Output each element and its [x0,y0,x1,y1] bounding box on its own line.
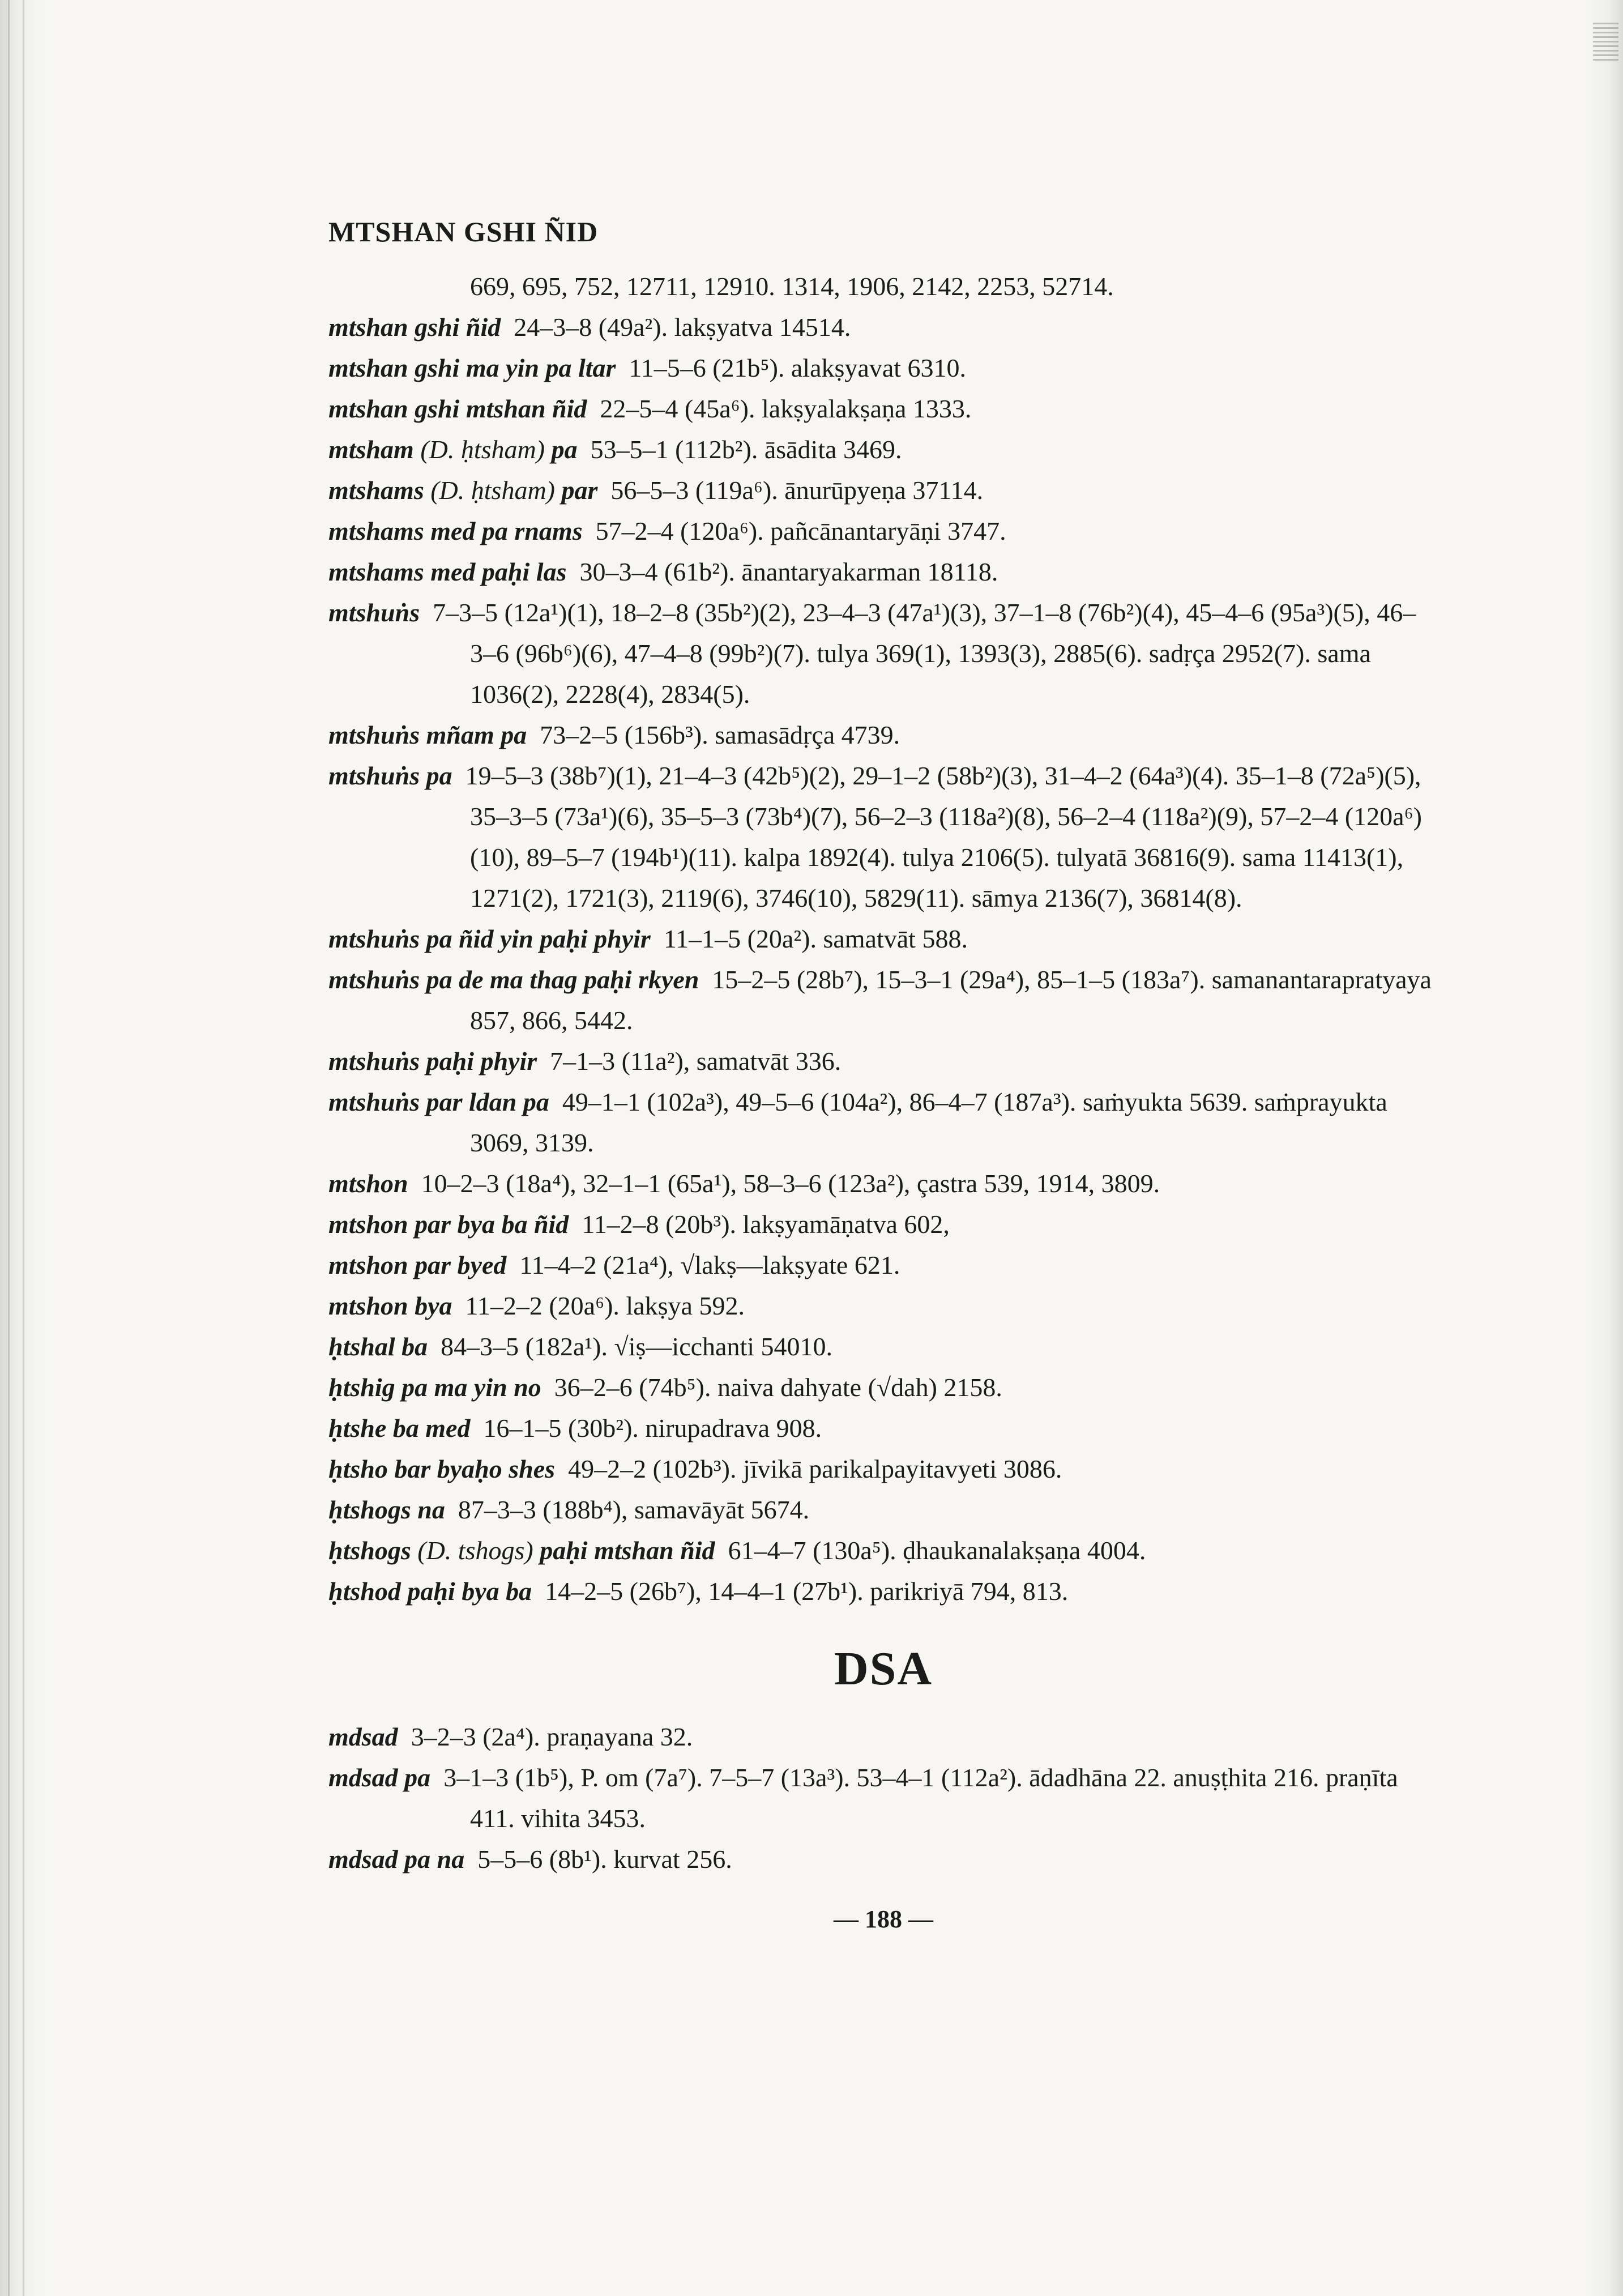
headword-suffix: par [561,476,598,505]
entry-text: 49–1–1 (102a³), 49–5–6 (104a²), 86–4–7 (187a³). saṁyukta 5639. saṁprayukta 3069, 3139. [470,1087,1387,1157]
scan-streak [23,0,24,2296]
dictionary-entry [328,1839,1438,1880]
dictionary-entry [328,1757,1438,1839]
entry-text: 16–1–5 (30b²). nirupadrava 908. [483,1414,822,1443]
dictionary-entry [328,1367,1438,1408]
entry-text: 22–5–4 (45a⁶). lakṣyalakṣaṇa 1333. [600,394,972,423]
dictionary-entry [328,1408,1438,1449]
entry-text: 84–3–5 (182a¹). √iṣ—icchanti 54010. [441,1332,833,1361]
entry-text: 57–2–4 (120a⁶). pañcānantaryāṇi 3747. [595,517,1006,545]
headword: ḥtshod paḥi bya ba [328,1577,532,1606]
headword: mtshan gshi ñid [328,313,501,342]
dictionary-entry [328,1163,1438,1204]
dictionary-entry [328,1204,1438,1245]
running-head: MTSHAN GSHI ÑID [328,216,599,247]
dictionary-entry [328,389,1438,429]
dictionary-entry [328,470,1438,511]
headword: ḥtshig pa ma yin no [328,1373,541,1402]
headword-suffix: paḥi mtshan ñid [540,1536,715,1565]
dictionary-entry [328,552,1438,592]
headword: mdsad [328,1722,398,1751]
headword: mtshuṅs [328,598,420,627]
headword: mtshon par bya ba ñid [328,1210,569,1239]
headword: mtshams med paḥi las [328,557,567,586]
dictionary-entry [328,1245,1438,1286]
dsa-entries-list [328,1717,1438,1880]
headword: mtshuṅs paḥi phyir [328,1047,537,1076]
dictionary-entry [328,1449,1438,1490]
dictionary-entry [328,348,1438,389]
entry-text: 73–2–5 (156b³). samasādṛça 4739. [540,720,900,749]
entry-text: 14–2–5 (26b⁷), 14–4–1 (27b¹). parikriyā 794, 813. [545,1577,1069,1606]
headword: mtshon bya [328,1291,452,1320]
headword: ḥtshal ba [328,1332,428,1361]
headword: mtshuṅs pa [328,761,452,790]
dictionary-entry [328,1530,1438,1571]
headword: ḥtshe ba med [328,1414,471,1443]
dictionary-entry [328,511,1438,552]
headword: mdsad pa [328,1763,431,1792]
headword: mtshon par byed [328,1251,507,1279]
section-title: DSA [834,1642,933,1695]
entry-text: 11–5–6 (21b⁵). alakṣyavat 6310. [629,353,967,382]
entry-text: 61–4–7 (130a⁵). ḍhaukanalakṣaṇa 4004. [728,1536,1146,1565]
dictionary-entry [328,756,1438,919]
entry-text: 5–5–6 (8b¹). kurvat 256. [477,1845,732,1873]
entry-text: 19–5–3 (38b⁷)(1), 21–4–3 (42b⁵)(2), 29–1–2 (58b²)(3), 31–4–2 (64a³)(4). 35–1–8 (72a⁵)(5), 35–3–5 (73a¹)(6), 35–5–3 (73b⁴)(7), 56–2–3 (118a²)(8), 56–2–4 (118a²)(9), 57–2–4 (120a⁶)(10), 89–5–7 (194b¹)(11). kalpa 1892(4). tulya 2106(5). tulyatā 36816(9). sama 11413(1), 1271(2), 1721(3), 2119(6), 3746(10), 5829(11). sāmya 2136(7), 36814(8). [465,761,1422,912]
dictionary-entry [328,1041,1438,1082]
headword-suffix: pa [551,435,578,464]
entry-text: 7–3–5 (12a¹)(1), 18–2–8 (35b²)(2), 23–4–3 (47a¹)(3), 37–1–8 (76b²)(4), 45–4–6 (95a³)(5), 46–3–6 (96b⁶)(6), 47–4–8 (99b²)(7). tulya 369(1), 1393(3), 2885(6). sadṛça 2952(7). sama 1036(2), 2228(4), 2834(5). [433,598,1416,709]
entry-text: 24–3–8 (49a²). lakṣyatva 14514. [514,313,851,342]
entry-text: 53–5–1 (112b²). āsādita 3469. [590,435,902,464]
page-body [328,215,1438,1934]
headword: ḥtsho bar byaḥo shes [328,1454,556,1483]
scan-edge-right [1583,0,1623,2296]
entry-text: 10–2–3 (18a⁴), 32–1–1 (65a¹), 58–3–6 (123a²), çastra 539, 1914, 3809. [421,1169,1160,1198]
headword: mtshan gshi ma yin pa ltar [328,353,616,382]
entry-text: 3–1–3 (1b⁵), P. om (7a⁷). 7–5–7 (13a³). 53–4–1 (112a²). ādadhāna 22. anuṣṭhita 216. praṇīta 411. vihita 3453. [443,1763,1398,1833]
dictionary-entry [328,919,1438,959]
entry-text: 11–2–8 (20b³). lakṣyamāṇatva 602, [582,1210,950,1239]
variant-reading: (D. tshogs) [417,1536,533,1565]
headword: mtshams med pa rnams [328,517,583,545]
dictionary-entry [328,592,1438,715]
entry-text: 49–2–2 (102b³). jīvikā parikalpayitavyeti 3086. [568,1454,1062,1483]
scan-corner-mark [1593,23,1618,62]
dictionary-entry [328,1571,1438,1612]
headword: mtshams [328,476,424,505]
entry-text: 15–2–5 (28b⁷), 15–3–1 (29a⁴), 85–1–5 (183a⁷). samanantarapratyaya 857, 866, 5442. [470,965,1432,1035]
scan-streak [8,0,10,2296]
dictionary-entry [328,1717,1438,1757]
entry-text: 30–3–4 (61b²). ānantaryakarman 18118. [579,557,998,586]
dictionary-entry [328,1326,1438,1367]
headword: mdsad pa na [328,1845,465,1873]
variant-reading: (D. ḥtsham) [420,435,545,464]
entry-text: 36–2–6 (74b⁵). naiva dahyate (√dah) 2158. [554,1373,1002,1402]
continuation-line: 669, 695, 752, 12711, 12910. 1314, 1906, 2142, 2253, 52714. [470,272,1114,301]
dictionary-entry [328,307,1438,348]
entry-text: 56–5–3 (119a⁶). ānurūpyeṇa 37114. [610,476,984,505]
dictionary-entry [328,1490,1438,1530]
dictionary-entry [328,1082,1438,1163]
page-number: — 188 — [834,1905,933,1933]
headword: mtshuṅs pa ñid yin paḥi phyir [328,924,651,953]
entry-text: 11–2–2 (20a⁶). lakṣya 592. [465,1291,745,1320]
headword: mtshuṅs par ldan pa [328,1087,549,1116]
headword: mtshan gshi mtshan ñid [328,394,587,423]
headword: mtshuṅs pa de ma thag paḥi rkyen [328,965,699,994]
headword: mtsham [328,435,414,464]
entries-list [328,307,1438,1612]
headword: mtshuṅs mñam pa [328,720,527,749]
entry-text: 7–1–3 (11a²), samatvāt 336. [550,1047,842,1076]
entry-text: 11–4–2 (21a⁴), √lakṣ—lakṣyate 621. [519,1251,900,1279]
headword: ḥtshogs na [328,1495,445,1524]
dictionary-entry [328,959,1438,1041]
dictionary-entry [328,715,1438,756]
dictionary-entry [328,1286,1438,1326]
entry-text: 87–3–3 (188b⁴), samavāyāt 5674. [458,1495,810,1524]
scan-edge-left [0,0,54,2296]
dictionary-entry [328,429,1438,470]
entry-text: 11–1–5 (20a²). samatvāt 588. [663,924,968,953]
entry-text: 3–2–3 (2a⁴). praṇayana 32. [411,1722,693,1751]
variant-reading: (D. ḥtsham) [430,476,555,505]
headword: mtshon [328,1169,408,1198]
headword: ḥtshogs [328,1536,411,1565]
